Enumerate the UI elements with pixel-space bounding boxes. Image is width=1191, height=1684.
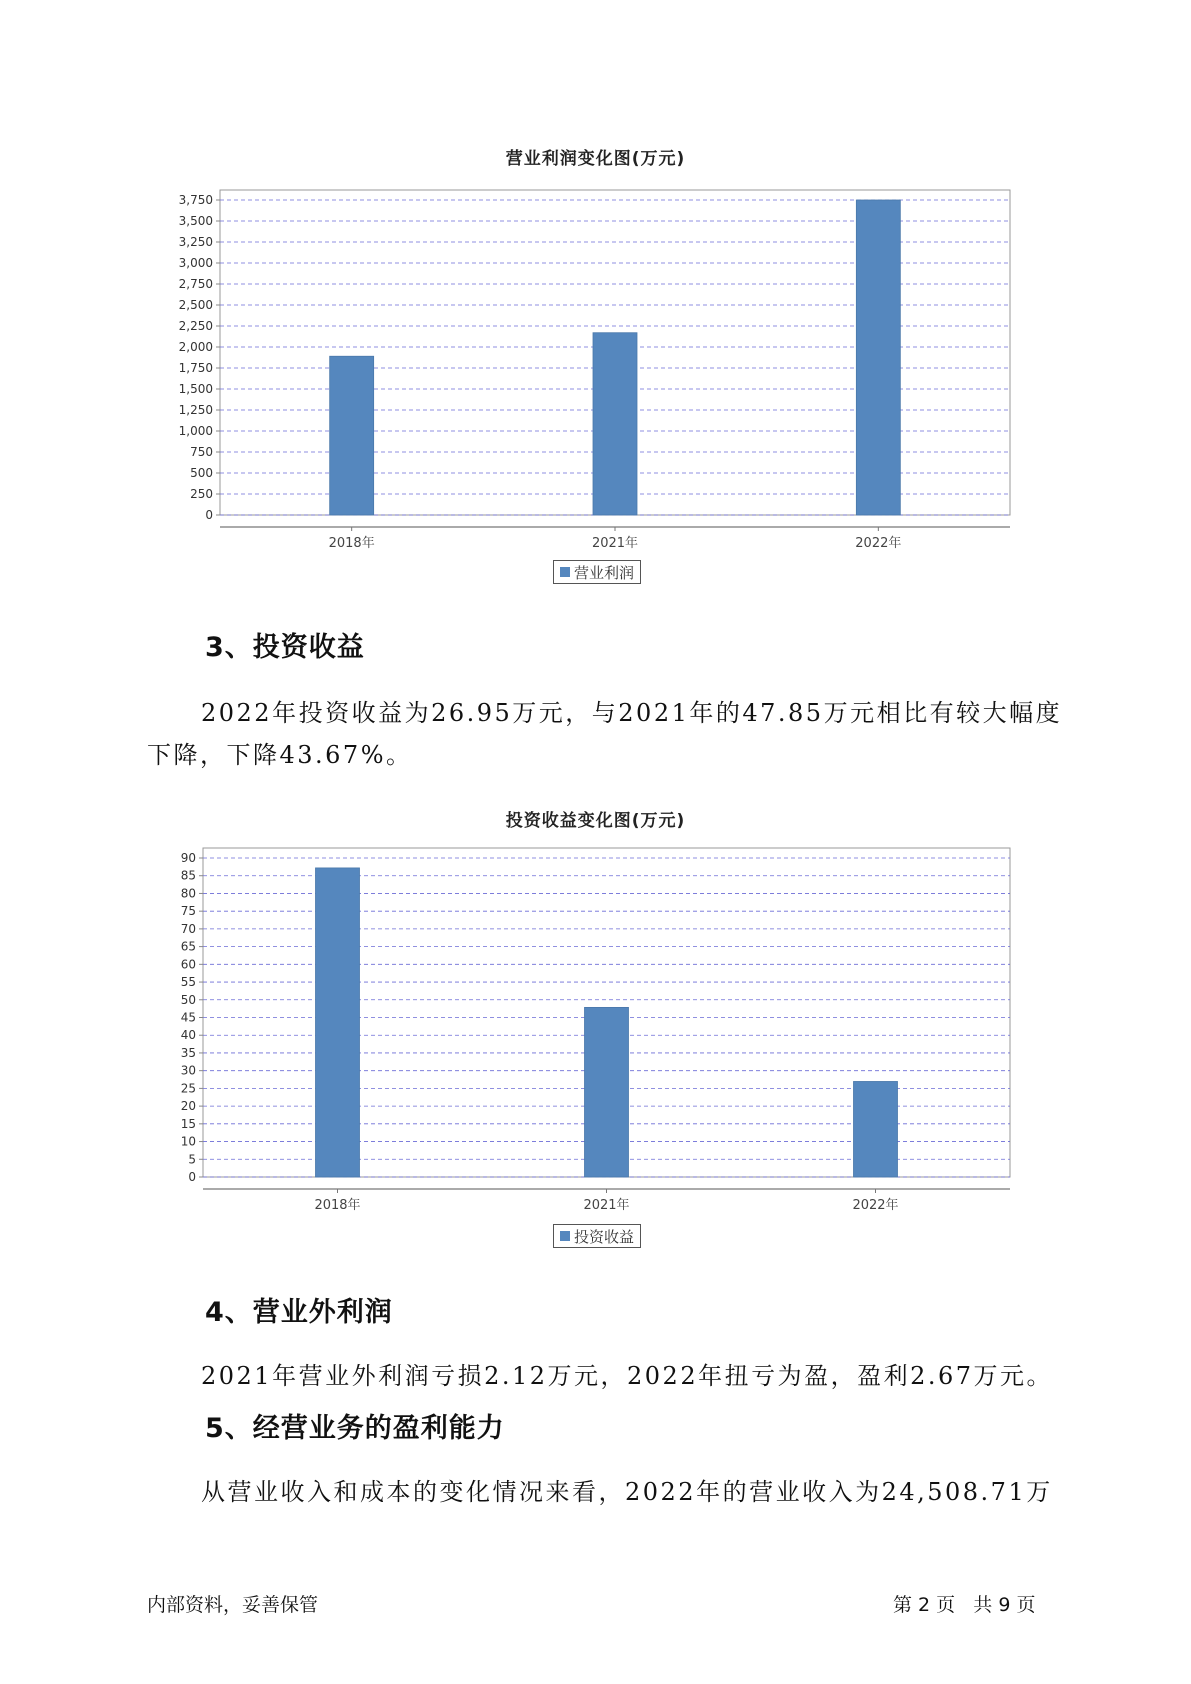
y-tick-label: 20 — [180, 1099, 196, 1114]
section-4-paragraph: 2021年营业外利润亏损2.12万元，2022年扭亏为盈，盈利2.67万元。 — [201, 1362, 1054, 1390]
chart-2-legend-label: 投资收益 — [574, 1227, 635, 1246]
chart-2-legend — [553, 1224, 641, 1248]
y-tick-label: 3,500 — [178, 214, 213, 228]
y-tick-label: 3,000 — [178, 256, 213, 270]
chart-1-legend-label: 营业利润 — [574, 563, 635, 582]
section-5-heading: 5、经营业务的盈利能力 — [205, 1413, 505, 1444]
y-tick-label: 1,000 — [178, 424, 213, 438]
y-tick-label: 30 — [180, 1063, 196, 1078]
x-tick-label: 2018年 — [328, 536, 375, 551]
x-tick-label: 2022年 — [852, 1198, 899, 1213]
chart-1-title: 营业利润变化图(万元) — [505, 149, 686, 169]
y-tick-label: 15 — [180, 1116, 196, 1131]
y-tick-label: 80 — [180, 886, 196, 901]
footer-page-number: 第 2 页 共 9 页 — [893, 1594, 1036, 1616]
y-tick-label: 50 — [180, 992, 196, 1007]
y-tick-label: 1,250 — [178, 403, 213, 417]
x-tick-label: 2018年 — [314, 1198, 361, 1213]
y-tick-label: 70 — [180, 921, 196, 936]
section-3-paragraph-line-2: 下降，下降43.67%。 — [147, 741, 413, 769]
x-tick-label: 2021年 — [583, 1198, 630, 1213]
legend-swatch — [560, 1231, 570, 1241]
y-tick-label: 1,500 — [178, 382, 213, 396]
y-tick-label: 65 — [180, 939, 196, 954]
y-tick-label: 1,750 — [178, 361, 213, 375]
section-3-heading: 3、投资收益 — [205, 632, 365, 663]
section-5-paragraph: 从营业收入和成本的变化情况来看，2022年的营业收入为24,508.71万 — [201, 1478, 1053, 1506]
y-tick-label: 25 — [180, 1081, 196, 1096]
y-tick-label: 2,750 — [178, 277, 213, 291]
x-tick-label: 2021年 — [591, 536, 639, 551]
bar — [316, 868, 360, 1177]
y-tick-label: 2,000 — [178, 340, 213, 354]
y-tick-label: 45 — [180, 1010, 196, 1025]
y-tick-label: 85 — [180, 868, 196, 883]
y-tick-label: 90 — [180, 851, 196, 865]
section-3-paragraph-line-1: 2022年投资收益为26.95万元，与2021年的47.85万元相比有较大幅度 — [201, 699, 1063, 727]
y-tick-label: 0 — [188, 1170, 196, 1184]
section-4-heading: 4、营业外利润 — [205, 1297, 393, 1328]
y-tick-label: 2,250 — [178, 319, 213, 333]
y-tick-label: 500 — [190, 466, 213, 480]
y-tick-label: 75 — [180, 904, 196, 919]
y-tick-label: 60 — [180, 957, 196, 972]
y-tick-label: 5 — [188, 1152, 196, 1167]
y-tick-label: 10 — [180, 1134, 196, 1149]
y-tick-label: 55 — [180, 975, 196, 990]
x-tick-label: 2022年 — [855, 536, 902, 551]
y-tick-label: 250 — [190, 487, 213, 501]
y-tick-label: 3,250 — [178, 235, 213, 249]
bar — [585, 1007, 629, 1177]
y-tick-label: 40 — [180, 1028, 196, 1043]
y-tick-label: 35 — [180, 1045, 196, 1060]
chart-2-title: 投资收益变化图(万元) — [505, 811, 686, 831]
y-tick-label: 0 — [205, 508, 213, 522]
footer-confidential-note: 内部资料，妥善保管 — [147, 1594, 319, 1616]
y-tick-label: 2,500 — [178, 298, 213, 312]
bar — [854, 1081, 898, 1177]
y-tick-label: 750 — [190, 445, 213, 459]
y-tick-label: 3,750 — [178, 193, 213, 207]
